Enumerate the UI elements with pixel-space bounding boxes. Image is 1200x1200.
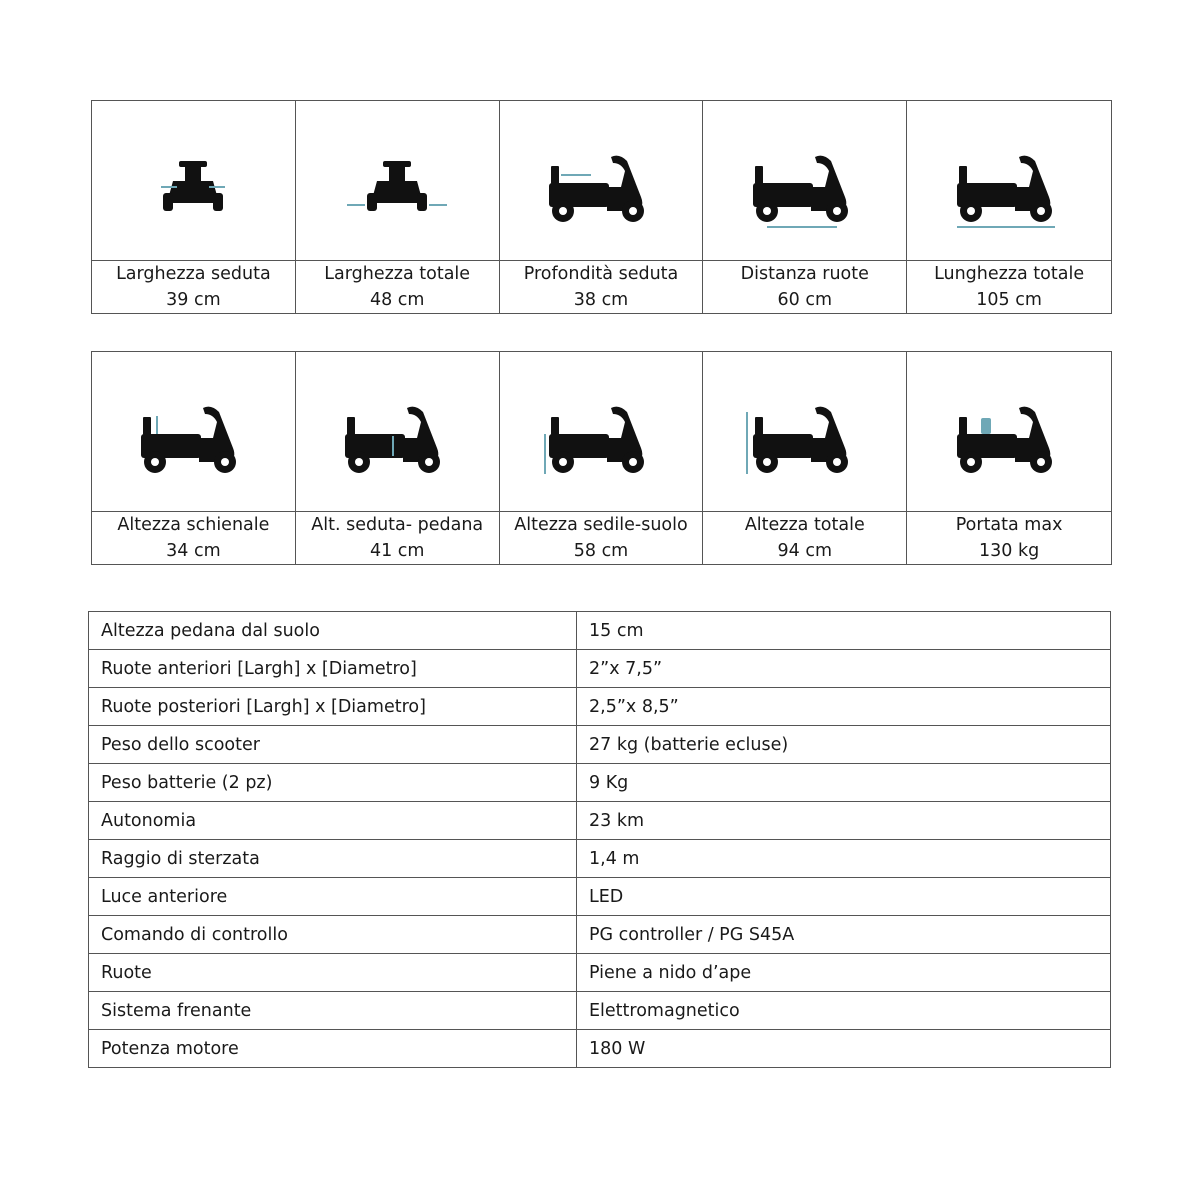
dimension-label: Distanza ruote: [740, 264, 869, 284]
dimension-label: Altezza schienale: [117, 515, 270, 535]
dimension-value: 60 cm: [777, 290, 833, 310]
spec-label: Sistema frenante: [89, 992, 577, 1030]
dimension-value: 130 kg: [978, 541, 1040, 561]
table-row: [89, 726, 1111, 764]
table-row: [89, 878, 1111, 916]
dimensions-grid-row2: [91, 351, 1112, 565]
dimension-cell: [296, 101, 500, 313]
scooter-max-load-icon: [949, 382, 1069, 482]
spec-label: Peso batterie (2 pz): [89, 764, 577, 802]
spec-value: 15 cm: [577, 612, 1111, 650]
dimension-label: Profondità seduta: [523, 264, 679, 284]
dimension-value: 105 cm: [976, 290, 1042, 310]
table-row: [89, 650, 1111, 688]
spec-label: Ruote posteriori [Largh] x [Diametro]: [89, 688, 577, 726]
scooter-seat-depth-icon: [541, 131, 661, 231]
dimension-label: Portata max: [955, 515, 1063, 535]
scooter-wheelbase-icon: [745, 131, 865, 231]
dimension-value: 34 cm: [166, 541, 221, 561]
dimension-cell: [500, 352, 704, 564]
table-row: [89, 802, 1111, 840]
dimension-cell: [92, 101, 296, 313]
table-row: [89, 954, 1111, 992]
table-row: [89, 840, 1111, 878]
spec-value: 27 kg (batterie ecluse): [577, 726, 1111, 764]
dimension-value: 94 cm: [777, 541, 833, 561]
spec-label: Peso dello scooter: [89, 726, 577, 764]
dimension-cell: [703, 352, 907, 564]
scooter-front-seat-width-icon: [133, 131, 253, 231]
spec-value: 2”x 7,5”: [577, 650, 1111, 688]
spec-label: Comando di controllo: [89, 916, 577, 954]
table-row: [89, 916, 1111, 954]
spec-value: Piene a nido d’ape: [577, 954, 1111, 992]
table-row: [89, 1030, 1111, 1068]
dimension-cell: [500, 101, 704, 313]
dimension-value: 39 cm: [166, 290, 221, 310]
table-row: [89, 764, 1111, 802]
table-row: [89, 992, 1111, 1030]
dimension-cell: [907, 101, 1111, 313]
dimension-value: 41 cm: [369, 541, 425, 561]
spec-label: Luce anteriore: [89, 878, 577, 916]
spec-label: Ruote anteriori [Largh] x [Diametro]: [89, 650, 577, 688]
dimension-value: 48 cm: [369, 290, 425, 310]
dimension-label: Alt. seduta- pedana: [311, 515, 484, 535]
dimensions-grid-row1: [91, 100, 1112, 314]
dimension-cell: [907, 352, 1111, 564]
dimension-label: Larghezza seduta: [116, 264, 271, 284]
scooter-backrest-height-icon: [133, 382, 253, 482]
scooter-total-length-icon: [949, 131, 1069, 231]
scooter-front-total-width-icon: [337, 131, 457, 231]
spec-value: 23 km: [577, 802, 1111, 840]
dimension-label: Altezza sedile-suolo: [514, 515, 688, 535]
scooter-total-height-icon: [745, 382, 865, 482]
spec-label: Autonomia: [89, 802, 577, 840]
spec-value: PG controller / PG S45A: [577, 916, 1111, 954]
spec-label: Ruote: [89, 954, 577, 992]
spec-value: 1,4 m: [577, 840, 1111, 878]
dimension-value: 38 cm: [573, 290, 629, 310]
spec-table: [88, 611, 1111, 1068]
scooter-seat-footrest-height-icon: [337, 382, 457, 482]
dimension-value: 58 cm: [573, 541, 629, 561]
dimension-cell: [296, 352, 500, 564]
spec-label: Altezza pedana dal suolo: [89, 612, 577, 650]
table-row: [89, 688, 1111, 726]
scooter-seat-ground-height-icon: [541, 382, 661, 482]
spec-label: Potenza motore: [89, 1030, 577, 1068]
spec-value: 9 Kg: [577, 764, 1111, 802]
dimension-cell: [703, 101, 907, 313]
dimension-cell: [92, 352, 296, 564]
spec-value: 2,5”x 8,5”: [577, 688, 1111, 726]
table-row: [89, 612, 1111, 650]
dimension-label: Larghezza totale: [324, 264, 471, 284]
spec-label: Raggio di sterzata: [89, 840, 577, 878]
dimension-label: Altezza totale: [744, 515, 865, 535]
spec-value: LED: [577, 878, 1111, 916]
spec-value: Elettromagnetico: [577, 992, 1111, 1030]
dimension-label: Lunghezza totale: [934, 264, 1085, 284]
spec-value: 180 W: [577, 1030, 1111, 1068]
